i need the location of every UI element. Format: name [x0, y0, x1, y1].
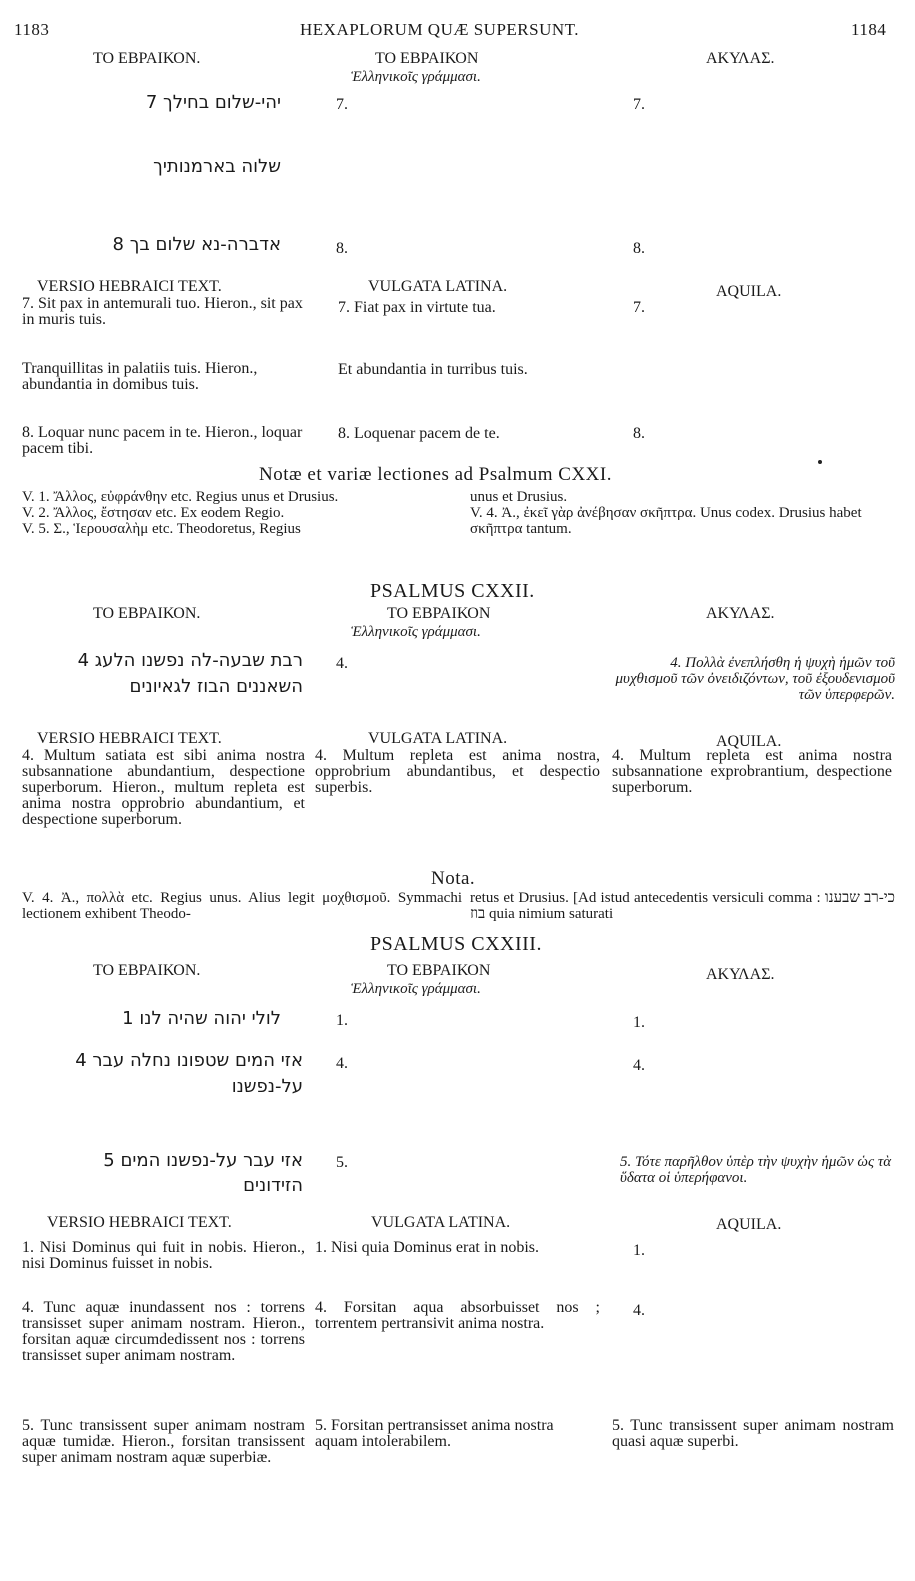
aquila-verse-7: 7.	[633, 299, 645, 316]
vulgata-verse-4: 4. Forsitan aqua absorbuisset nos ; torrentem pertransivit anima nostra.	[315, 1299, 600, 1332]
col-aquila-header: ΑΚΥΛΑΣ.	[706, 605, 775, 622]
col-aquila-header: ΑΚΥΛΑΣ.	[706, 966, 775, 983]
verse-number: 4.	[336, 655, 348, 672]
col-vulgata-header: VULGATA LATINA.	[371, 1214, 511, 1231]
col-aquila-latin-header: AQUILA.	[716, 1216, 782, 1233]
col-versio-header: VERSIO HEBRAICI TEXT.	[37, 278, 222, 295]
hebrew-verse-4b: השאננים הבוז לגאיונים	[129, 676, 303, 697]
verse-number: 5.	[336, 1154, 348, 1171]
col-hebrew-greek-subheader: Ἑλληνικοῖς γράμμασι.	[351, 69, 481, 85]
col-aquila-latin-header: AQUILA.	[716, 283, 782, 300]
aquila-verse-1: 1.	[633, 1242, 645, 1259]
vulgata-verse-7b: Et abundantia in turribus tuis.	[338, 361, 528, 378]
vulgata-verse-5: 5. Forsitan pertransisset anima nostra aquam intolerabilem.	[315, 1417, 554, 1450]
col-vulgata-header: VULGATA LATINA.	[368, 278, 508, 295]
verse-number: 4.	[336, 1055, 348, 1072]
hebrew-verse-5b: הזידונים	[243, 1175, 303, 1196]
verse-number: 4.	[633, 1057, 645, 1074]
nota-title: Nota.	[431, 868, 476, 889]
verse-number: 8.	[336, 240, 348, 257]
notes-right-column: unus et Drusius. V. 4. Ἀ., ἐκεῖ γὰρ ἀνέβησαν σκῆπτρα. Unus codex. Drusius habet σκῆπτρα tantum.	[470, 489, 862, 537]
aquila-verse-4: 4. Multum repleta est anima nostra subsannatione exprobrantium, despectione superborum.	[612, 747, 892, 796]
col-hebrew-greek-subheader: Ἑλληνικοῖς γράμμασι.	[351, 624, 481, 640]
hebrew-verse-4: אזי המים שטפונו נחלה עבר 4	[75, 1050, 303, 1071]
col-vulgata-header: VULGATA LATINA.	[368, 730, 508, 747]
verse-number: 8.	[633, 240, 645, 257]
col-hebrew-greek-header: ΤΟ ΕΒΡΑΙΚΟΝ	[387, 605, 491, 622]
stray-mark	[818, 460, 822, 464]
col-hebrew-greek-header: ΤΟ ΕΒΡΑΙΚΟΝ	[375, 50, 479, 67]
hebrew-verse-1: לולי יהוה שהיה לנו 1	[122, 1008, 281, 1029]
notes-title: Notæ et variæ lectiones ad Psalmum CXXI.	[259, 464, 612, 485]
hebrew-verse-4: רבת שבעה-לה נפשנו הלעג 4	[77, 650, 303, 671]
page-number-right: 1184	[851, 20, 887, 39]
hebrew-verse-8: אדברה-נא שלום בך 8	[112, 234, 281, 255]
versio-verse-8: 8. Loquar nunc pacem in te. Hieron., loquar pacem tibi.	[22, 424, 303, 457]
aquila-verse-5: 5. Tunc transissent super animam nostram quasi aquæ superbi.	[612, 1417, 894, 1450]
col-aquila-latin-header: AQUILA.	[716, 733, 782, 750]
hebrew-verse-7: יהי-שלום בחילך 7	[145, 92, 281, 113]
psalm-title: PSALMUS CXXII.	[370, 580, 535, 602]
aquila-verse-4: 4.	[633, 1302, 645, 1319]
versio-verse-7b: Tranquillitas in palatiis tuis. Hieron., abundantia in domibus tuis.	[22, 360, 258, 393]
aquila-verse-8: 8.	[633, 425, 645, 442]
col-hebrew-header: ΤΟ ΕΒΡΑΙΚΟΝ.	[93, 962, 201, 979]
running-title: HEXAPLORUM QUÆ SUPERSUNT.	[300, 20, 580, 39]
vulgata-verse-7: 7. Fiat pax in virtute tua.	[338, 299, 496, 316]
col-versio-header: VERSIO HEBRAICI TEXT.	[37, 730, 222, 747]
hebrew-verse-5: אזי עבר על-נפשנו המים 5	[103, 1150, 303, 1171]
versio-verse-4: 4. Tunc aquæ inundassent nos : torrens transisset super animam nostram. Hieron., forsitan aquæ circumdedissent nos : torrens transisset super animam nostram.	[22, 1299, 305, 1364]
vulgata-verse-8: 8. Loquenar pacem de te.	[338, 425, 500, 442]
vulgata-verse-1: 1. Nisi quia Dominus erat in nobis.	[315, 1239, 539, 1256]
versio-verse-7: 7. Sit pax in antemurali tuo. Hieron., sit pax in muris tuis.	[22, 295, 303, 328]
nota-left: V. 4. Ἀ., πολλὰ etc. Regius unus. Alius legit μοχθισμοῦ. Symmachi lectionem exhibent Theodo-	[22, 890, 462, 922]
notes-left-column: V. 1. Ἄλλος, εὐφράνθην etc. Regius unus et Drusius. V. 2. Ἄλλος, ἔστησαν etc. Ex eodem Regio. V. 5. Σ., Ἱερουσαλὴμ etc. Theodoretus, Regius	[22, 489, 339, 537]
versio-verse-5: 5. Tunc transissent super animam nostram aquæ tumidæ. Hieron., forsitan transissent super animam nostram aquæ superbiæ.	[22, 1417, 305, 1466]
verse-number: 1.	[633, 1014, 645, 1031]
verse-number: 1.	[336, 1012, 348, 1029]
col-hebrew-header: ΤΟ ΕΒΡΑΙΚΟΝ.	[93, 605, 201, 622]
psalm-title: PSALMUS CXXIII.	[370, 933, 542, 955]
hebrew-verse-7b: שלוה בארמנותיך	[153, 156, 281, 177]
verse-number: 7.	[633, 96, 645, 113]
col-hebrew-header: ΤΟ ΕΒΡΑΙΚΟΝ.	[93, 50, 201, 67]
col-hebrew-greek-header: ΤΟ ΕΒΡΑΙΚΟΝ	[387, 962, 491, 979]
aquila-greek-verse-5: 5. Τότε παρῆλθον ὑπὲρ τὴν ψυχὴν ἡμῶν ὡς τὰ ὕδατα οἱ ὑπερήφανοι.	[620, 1154, 892, 1186]
versio-verse-1: 1. Nisi Dominus qui fuit in nobis. Hieron., nisi Dominus fuisset in nobis.	[22, 1239, 305, 1272]
aquila-greek-verse-4: 4. Πολλὰ ἐνεπλήσθη ἡ ψυχὴ ἡμῶν τοῦ μυχθισμοῦ τῶν ὀνειδιζόντων, τοῦ ἐξουδενισμοῦ τῶν ὑπερφερῶν.	[615, 655, 895, 703]
vulgata-verse-4: 4. Multum repleta est anima nostra, opprobrium abundantibus, et despectio superbis.	[315, 747, 600, 796]
col-versio-header: VERSIO HEBRAICI TEXT.	[47, 1214, 232, 1231]
verse-number: 7.	[336, 96, 348, 113]
page-number-left: 1183	[14, 20, 50, 39]
col-hebrew-greek-subheader: Ἑλληνικοῖς γράμμασι.	[351, 981, 481, 997]
nota-right: retus et Drusius. [Ad istud antecedentis versiculi comma : כי-רב שבענו בוז quia nimium saturati	[470, 890, 895, 922]
hebrew-verse-4b: על-נפשנו	[231, 1076, 303, 1097]
col-aquila-header: ΑΚΥΛΑΣ.	[706, 50, 775, 67]
versio-verse-4: 4. Multum satiata est sibi anima nostra subsannatione abundantium, despectione superborum. Hieron., multum repleta est anima nostra opprobrio abundantium, et despectione superborum.	[22, 747, 305, 828]
